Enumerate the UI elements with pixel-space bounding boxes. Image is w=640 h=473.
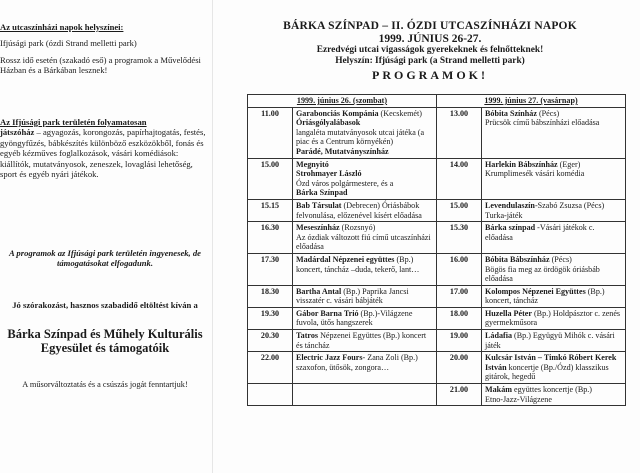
- schedule-row: [248, 253, 626, 285]
- performer-name: Levendulaszín: [485, 200, 535, 210]
- event-line: [296, 353, 433, 372]
- event-detail: (Debrecen) Óriásbábok felvonulása, előzenével kísért előadása: [296, 200, 422, 220]
- performer-name: Megnyitó: [296, 159, 329, 169]
- event-line: [485, 160, 622, 170]
- day2-time: 13.00: [437, 107, 482, 158]
- schedule-day-header-row: [248, 95, 626, 108]
- event-detail: (Eger): [557, 159, 581, 169]
- day2-event: [482, 158, 626, 199]
- day2-event: [482, 199, 626, 221]
- day1-event: [293, 253, 437, 285]
- event-detail: -Vásári játékok c. előadása: [485, 223, 595, 242]
- performer-name: Bartha Antal: [296, 286, 342, 296]
- schedule-row: [248, 384, 626, 406]
- performer-name: Huzella Péter: [485, 308, 532, 318]
- day1-time: 18.30: [248, 285, 293, 307]
- day2-time: 15.00: [437, 199, 482, 221]
- event-line: [296, 118, 433, 128]
- schedule-row: [248, 158, 626, 199]
- venue-section: [0, 22, 210, 76]
- day1-time: 19.30: [248, 307, 293, 329]
- performer-name: Bóbita Bábszínház: [485, 254, 550, 264]
- event-detail: (Pécs): [536, 108, 560, 118]
- event-line: [485, 118, 622, 128]
- venue-main: Ifjúsági park (ózdi Strand melletti park): [0, 38, 137, 49]
- day2-time: 19.00: [437, 330, 482, 352]
- day2-event: [482, 307, 626, 329]
- event-line: [296, 147, 433, 157]
- venue-rain: Rossz idő esetén (szakadó eső) a programok a Művelődési Házban és a Bárkában lesznek!: [0, 54, 201, 76]
- day2-event: [482, 253, 626, 285]
- day1-event: [293, 107, 437, 158]
- event-detail: (Bp.) koncert, táncház –duda, tekerő, lant…: [296, 254, 420, 274]
- park-body-text: – agyagozás, korongozás, papírhajtogatás, festés, gyöngyfűzés, bábkészítés különböző eszközökből, fonás és egyéb kézműves foglalkozások, vásári komédiások: kiállítók, mutatványosok, zeneszek, lovaglási lehetőség, sport és egyéb nyári játékok.: [0, 127, 206, 180]
- header-date: 1999. JÚNIUS 26-27.: [378, 33, 482, 45]
- day1-event: [293, 222, 437, 254]
- day1-event: [293, 352, 437, 384]
- day1-event: [293, 158, 437, 199]
- event-line: [485, 395, 622, 405]
- day1-event: [293, 307, 437, 329]
- fold-line: [212, 0, 213, 473]
- header-location: Helyszín: Ifjúsági park (a Strand melletti park): [335, 56, 525, 66]
- event-line: [296, 160, 433, 170]
- day2-event: [482, 285, 626, 307]
- day2-event: [482, 107, 626, 158]
- day1-time: 16.30: [248, 222, 293, 254]
- schedule-row: [248, 107, 626, 158]
- performer-name: Kulcsár István – Timkó Róbert Kerek István: [485, 353, 617, 372]
- day2-time: 18.00: [437, 307, 482, 329]
- event-detail: Ózd város polgármestere, és a: [296, 178, 394, 188]
- performer-name: Óriásgólyalábasok: [296, 118, 361, 128]
- performer-name: Tatros: [296, 331, 319, 341]
- schedule-table: [247, 94, 626, 406]
- event-detail: (Bp.) Holdpásztor c. zenés gyermekműsora: [485, 308, 621, 328]
- event-line: [296, 255, 433, 274]
- event-line: [296, 223, 433, 233]
- day2-event: [482, 352, 626, 384]
- event-line: [485, 255, 622, 265]
- performer-name: Strohmayer László: [296, 169, 362, 179]
- reserve-note: A műsorváltoztatás és a csúszás jogát fenntartjuk!: [22, 380, 188, 389]
- day1-header: 1999. június 26. (szombat): [248, 95, 437, 108]
- event-line: [296, 188, 433, 198]
- event-line: [485, 211, 622, 221]
- event-detail: Krumplimesék vásári komédia: [485, 169, 585, 179]
- performer-name: Meseszínház: [296, 223, 340, 233]
- day1-time: 15.00: [248, 158, 293, 199]
- performer-name: Garabonciás Kompánia: [296, 108, 379, 118]
- schedule-row: [248, 307, 626, 329]
- header-tagline: Ezredvégi utcai vigasságok gyerekeknek és felnőtteknek!: [316, 45, 544, 55]
- event-line: [485, 287, 622, 306]
- event-line: [485, 353, 622, 382]
- day1-time: 17.30: [248, 253, 293, 285]
- event-detail: - Zana Zoli (Bp.) szaxofon, ütősök, zongora…: [296, 353, 418, 372]
- event-detail: Prücsök című bábszínházi előadása: [485, 118, 600, 128]
- header-programs: PROGRAMOK!: [372, 68, 488, 82]
- event-line: [485, 331, 622, 350]
- performer-name: Bárka Színpad: [296, 188, 348, 198]
- event-detail: együttes koncertje (Bp.): [511, 385, 592, 395]
- event-line: [485, 385, 622, 395]
- performer-name: Gábor Barna Trió: [296, 308, 359, 318]
- schedule-row: [248, 199, 626, 221]
- event-line: [485, 109, 622, 119]
- event-line: [485, 169, 622, 179]
- event-detail: (Bp.) koncert, táncház: [485, 286, 605, 306]
- day2-time: 17.00: [437, 285, 482, 307]
- day2-time: 20.00: [437, 352, 482, 384]
- event-detail: koncertje (Bp./Ózd) klasszikus gitárok, hegedű: [485, 362, 609, 382]
- day2-time: 16.00: [437, 253, 482, 285]
- performer-name: Bab Társulat: [296, 200, 342, 210]
- event-detail: -Szabó Zsuzsa (Pécs): [534, 200, 605, 210]
- performer-name: Harlekin Bábszínház: [485, 159, 558, 169]
- performer-name: Madárdal Népzenei együttes: [296, 254, 395, 264]
- organizer-name: Bárka Színpad és Műhely Kulturális Egyesület és támogatóik: [7, 327, 203, 355]
- schedule-row: [248, 285, 626, 307]
- schedule-row: [248, 222, 626, 254]
- day1-time: [248, 384, 293, 406]
- park-title: Az Ifjúsági park területén folyamatosan: [0, 117, 147, 127]
- event-line: [296, 309, 433, 328]
- header-title: BÁRKA SZÍNPAD – II. ÓZDI UTCASZÍNHÁZI NAPOK: [283, 20, 577, 32]
- day1-event: [293, 384, 437, 406]
- day2-header: 1999. június 27. (vasárnap): [437, 95, 626, 108]
- day2-time: 21.00: [437, 384, 482, 406]
- event-detail: Az ózdiak változott fiú című utcaszínházi előadása: [296, 232, 431, 252]
- event-detail: Turka-játék: [485, 210, 523, 220]
- event-detail: (Bp.) Paprika Jancsi visszatér c. vásári bábjáték: [296, 286, 409, 306]
- event-line: [485, 201, 622, 211]
- park-section: [0, 117, 210, 179]
- event-detail: Bögös fia meg az ördögök óriásbáb előadása: [485, 264, 600, 284]
- performer-name: Parádé, Mutatványszínház: [296, 146, 389, 156]
- schedule-body: [248, 95, 626, 406]
- wish-text: Jó szórakozást, hasznos szabadidő eltöltést kíván a: [12, 300, 198, 310]
- event-line: [296, 331, 433, 350]
- day1-time: 11.00: [248, 107, 293, 158]
- left-column: [0, 0, 212, 473]
- event-line: [485, 265, 622, 284]
- day1-time: 20.30: [248, 330, 293, 352]
- performer-name: Electric Jazz Fours: [296, 353, 363, 363]
- event-line: [485, 309, 622, 328]
- performer-name: Bóbita Színház: [485, 108, 537, 118]
- performer-name: Makám: [485, 385, 512, 395]
- event-line: [296, 109, 433, 119]
- day1-time: 22.00: [248, 352, 293, 384]
- event-line: [296, 233, 433, 252]
- event-detail: (Bp.)-Világzene fuvola, ütős hangszerek: [296, 308, 413, 328]
- day1-time: 15.15: [248, 199, 293, 221]
- performer-name: Bárka színpad: [485, 223, 536, 233]
- day2-event: [482, 222, 626, 254]
- day2-time: 15.30: [437, 222, 482, 254]
- event-detail: Etno-Jazz-Világzene: [485, 394, 552, 404]
- event-line: [296, 201, 433, 220]
- schedule-row: [248, 352, 626, 384]
- event-detail: langaléta mutatványosok utcai játéka (a piac és a Centrum környékén): [296, 127, 425, 147]
- venue-title: Az utcaszínházi napok helyszínei:: [0, 22, 124, 32]
- park-body: [0, 127, 210, 179]
- schedule-row: [248, 330, 626, 352]
- event-detail: (Pécs): [549, 254, 572, 264]
- event-line: [485, 223, 622, 242]
- park-body-lead: játszóház: [0, 127, 35, 138]
- day1-event: [293, 285, 437, 307]
- event-line: [296, 287, 433, 306]
- event-line: [296, 179, 433, 189]
- event-line: [296, 128, 433, 147]
- event-detail: Népzenei Együttes (Bp.) koncert és táncház: [296, 331, 427, 350]
- event-detail: (Rozsnyó): [339, 223, 376, 233]
- performer-name: Ládafia: [485, 331, 512, 341]
- day2-event: [482, 384, 626, 406]
- day2-event: [482, 330, 626, 352]
- day1-event: [293, 199, 437, 221]
- event-detail: (Bp.) Együgyü Mihók c. vásári játék: [485, 331, 615, 350]
- performer-name: Kolompos Népzenei Együttes: [485, 286, 586, 296]
- free-note: A programok az Ifjúsági park területén ingyenesek, de támogatásokat elfogadunk.: [9, 248, 201, 269]
- event-detail: (Kecskemét): [378, 108, 422, 118]
- event-line: [296, 169, 433, 179]
- day1-event: [293, 330, 437, 352]
- day2-time: 14.00: [437, 158, 482, 199]
